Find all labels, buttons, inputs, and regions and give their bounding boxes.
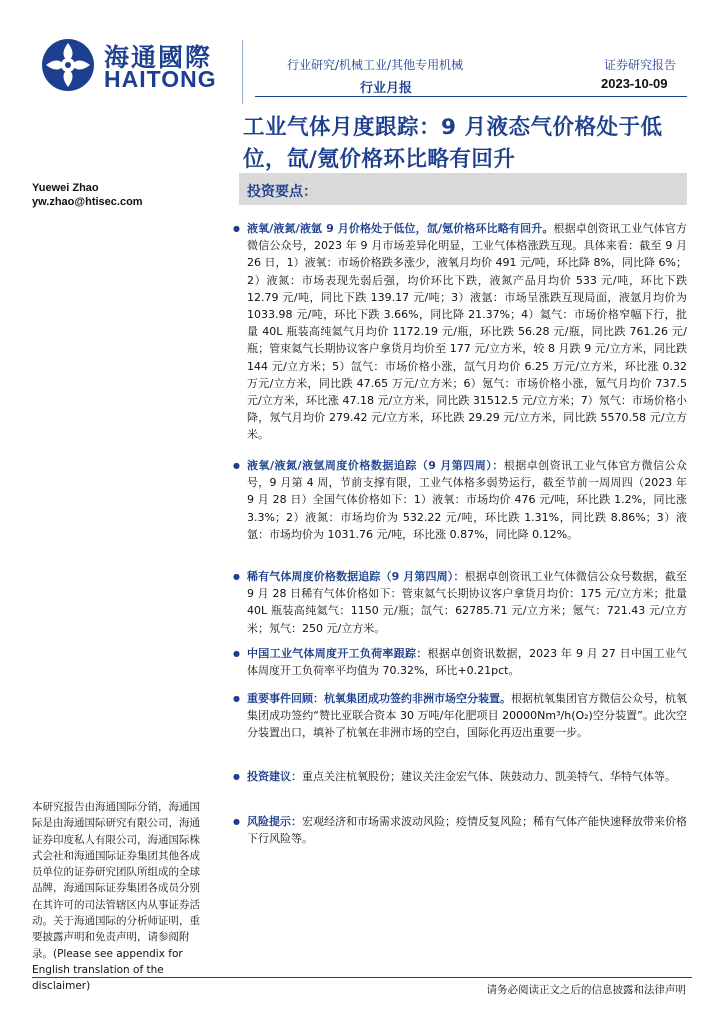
report-type: 行业月报 — [360, 81, 413, 96]
bullet-body: 根据杭氧集团官方微信公众号，杭氧集团成功签约“赞比亚联合资本 30 万吨/年化肥项目 20000Nm³/h(O₂)空分装置”。此次空分装置出口，填补了杭氧在非洲市场的空白，国际化再迈出重要一步。 — [247, 692, 687, 740]
header-rule — [255, 96, 687, 97]
bullet-body: 重点关注杭氧股份；建议关注金宏气体、陕鼓动力、凯美特气、华特气体等。 — [302, 770, 676, 783]
industry-category: 行业研究/机械工业/其他专用机械 — [287, 58, 464, 72]
bullet-body: 根据卓创资讯工业气体微信公众号数据，截至 9 月 28 日稀有气体价格如下：管束氦气长期协议客户拿货月均价：175 元/立方米；批量 40L 瓶装高纯氦气：1150 元/瓶；氙气：62785.71 元/立方米；氪气：721.43 元/立方米；氖气：250 元/立方米。 — [247, 570, 688, 635]
header-divider — [242, 40, 243, 104]
bullet-heading: 液氧/液氮/液氩周度价格数据追踪（9 月第四周）： — [247, 459, 504, 472]
report-kind: 证券研究报告 — [604, 58, 677, 72]
bullet-investment-advice — [247, 768, 687, 785]
bullet-monthly-prices — [247, 220, 687, 444]
bullet-body: 宏观经济和市场需求波动风险；疫情反复风险；稀有气体产能快速释放带来价格下行风险等。 — [247, 815, 687, 846]
bullet-key-event — [247, 690, 687, 742]
bullet-heading: 液氧/液氮/液氩 9 月价格处于低位，氙/氪价格环比略有回升。 — [247, 222, 554, 235]
bullet-heading: 风险提示： — [247, 815, 302, 828]
bullet-body: 根据卓创资讯工业气体官方微信公众号，2023 年 9 月市场差异化明显，工业气体格涨跌互现。具体来看：截至 9 月 26 日，1）液氧：市场价格跌多涨少，液氧月均价 491 元/吨，环比降 8%，同比降 6%；2）液氮：市场表现先弱后强，均价环比下跌，液氮产品月均价 533 元/吨，环比下跌 12.79 元/吨，同比下跌 139.17 元/吨；3）液氩：市场呈涨跌互现局面，液氩月均价为 1033.98 元/吨，环比下跌 3.66%，同比降 21.37%；4）氦气：市场价格窄幅下行，批量 40L 瓶装高纯氦气月均价 1172.19 元/瓶，环比跌 56.28 元/瓶，同比跌 761.26 元/瓶；管束氦气长期协议客户拿货月均价至 177 元/立方米，较 8 月跌 9 元/立方米，同比跌 144 元/立方米；5）氙气：市场价格小涨，氙气月均价 6.25 万元/立方米，环比涨 0.32 万元/立方米，同比跌 47.65 万元/立方米；6）氪气：市场价格小涨，氪气月均价 737.5 元/立方米，环比涨 47.18 元/立方米，同比跌 31512.5 元/立方米；7）氖气：市场价格小降，氖气月均价 279.42 元/立方米，环比跌 29.29 元/立方米，同比跌 5570.58 元/立方米。 — [247, 222, 687, 442]
bullet-weekly-liquid-prices — [247, 457, 687, 543]
footer-rule — [32, 977, 692, 978]
bullet-heading: 重要事件回顾：杭氧集团成功签约非洲市场空分装置。 — [247, 692, 511, 705]
logo-english-name: HAITONG — [104, 66, 217, 92]
bullet-body: 根据卓创资讯数据，2023 年 9 月 27 日中国工业气体周度开工负荷率平均值为 70.32%，环比+0.21pct。 — [247, 647, 687, 678]
bullet-operating-rate — [247, 645, 687, 679]
bullet-heading: 中国工业气体周度开工负荷率跟踪： — [247, 647, 428, 660]
bullet-heading: 投资建议： — [247, 770, 302, 783]
author-block — [32, 181, 143, 209]
haitong-logo-mark — [42, 39, 94, 91]
bullet-weekly-rare-gas-prices — [247, 568, 687, 637]
bullet-risk-warning — [247, 813, 687, 847]
bullet-heading: 稀有气体周度价格数据追踪（9 月第四周）： — [247, 570, 465, 583]
logo-chinese-name: 海通國際 — [104, 43, 213, 72]
author-name: Yuewei Zhao — [32, 182, 99, 194]
bullet-body: 根据卓创资讯工业气体官方微信公众号，9 月第 4 周，节前支撑有限，工业气体格多弱势运行，截至节前一周周四（2023 年 9 月 28 日）全国气体价格如下：1）液氧：市场均价 476 元/吨，环比跌 1.2%，同比涨 3.3%；2）液氮：市场均价为 532.22 元/吨，环比跌 1.31%，同比跌 8.86%；3）液氩：市场均价为 1031.76 元/吨，环比涨 0.87%，同比降 0.12%。 — [247, 459, 687, 541]
report-title: 工业气体月度跟踪：9 月液态气价格处于低位，氙/氪价格环比略有回升 — [243, 115, 663, 172]
footer-notice: 请务必阅读正文之后的信息披露和法律声明 — [486, 984, 686, 996]
report-date: 2023-10-09 — [601, 76, 668, 91]
author-email[interactable]: yw.zhao@htisec.com — [32, 196, 143, 208]
section-title: 投资要点： — [247, 184, 317, 200]
distribution-disclaimer: 本研究报告由海通国际分销，海通国际是由海通国际研究有限公司，海通证券印度私人有限公司，海通国际株式会社和海通国际证券集团其他各成员单位的证券研究团队所组成的全球品牌，海通国际证券集团各成员分别在其许可的司法管辖区内从事证券活动。关于海通国际的分析师证明，重要披露声明和免责声明，请参阅附录。(Please see appendix for English translation of the disclaimer) — [32, 801, 200, 993]
